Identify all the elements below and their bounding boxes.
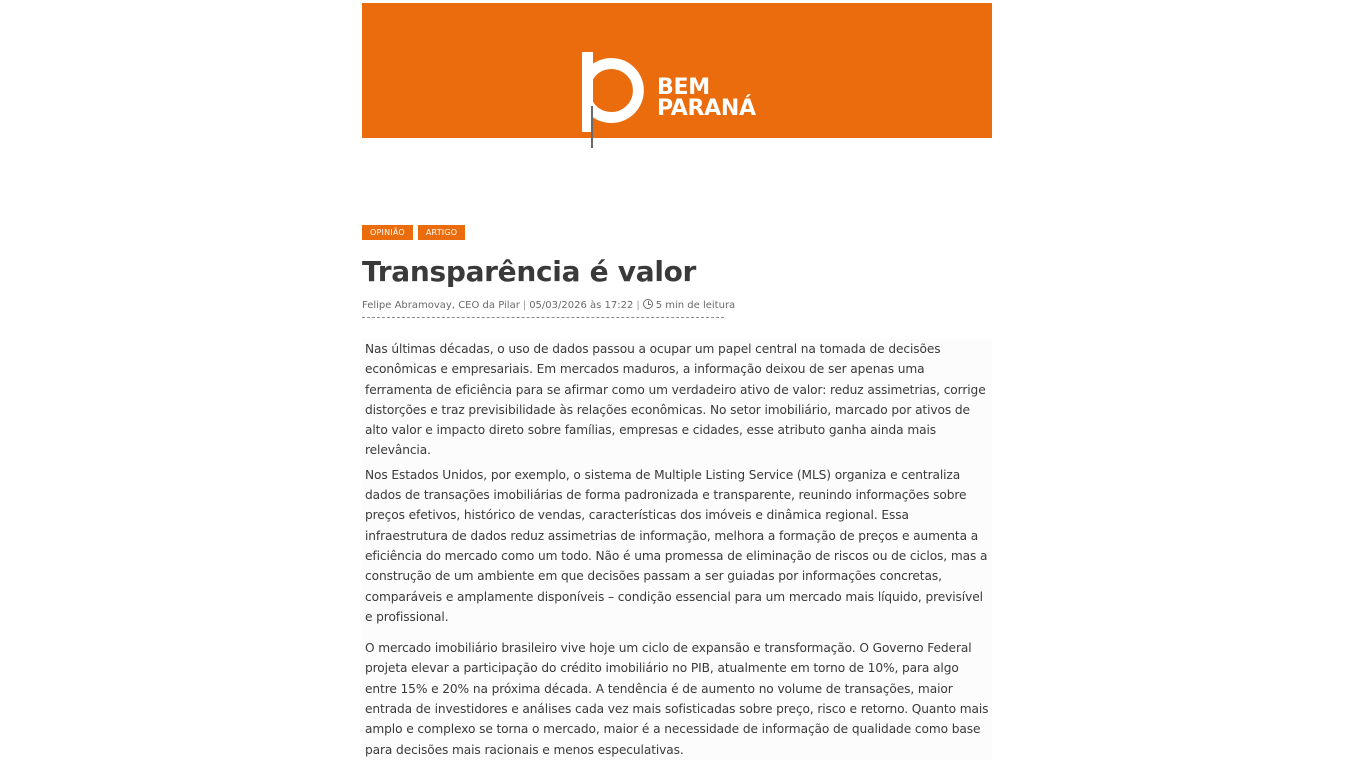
article-paragraph: Nos Estados Unidos, por exemplo, o sistema de Multiple Listing Service (MLS) organiza e centraliza dados de transações imobiliárias de forma padronizada e transparente, reunindo informações sobre preços efetivos, histórico de vendas, características dos imóveis e dinâmica regional. Essa infraestrutura de dados reduz assimetrias de informação, melhora a formação de preços e aumenta a eficiência do mercado como um todo. Não é uma promessa de eliminação de riscos ou de ciclos, mas a construção de um ambiente em que decisões passam a ser guiadas por informações concretas, comparáveis e amplamente disponíveis – condição essencial para um mercado mais líquido, previsível e profissional. <box>365 467 988 624</box>
brand-line-2: PARANÁ <box>657 96 756 121</box>
article-title: Transparência é valor <box>362 255 697 288</box>
article-paragraph: Nas últimas décadas, o uso de dados passou a ocupar um papel central na tomada de decisões econômicas e empresariais. Em mercados maduros, a informação deixou de ser apenas uma ferramenta de eficiência para se afirmar como um verdadeiro ativo de valor: reduz assimetrias, corrige distorções e traz previsibilidade às relações econômicas. No setor imobiliário, marcado por ativos de alto valor e impacto direto sobre famílias, empresas e cidades, esse atributo ganha ainda mais relevância. <box>365 342 986 458</box>
tag-list <box>362 225 470 240</box>
tag-opiniao[interactable]: OPINIÃO <box>362 225 413 240</box>
reading-time: 5 min de leitura <box>655 300 736 311</box>
meta-separator: | <box>636 300 640 311</box>
clock-icon <box>643 299 653 309</box>
publish-date: 05/03/2026 às 17:22 <box>529 300 634 311</box>
article-body <box>362 339 992 760</box>
brand-name <box>657 77 756 119</box>
site-logo[interactable] <box>577 50 777 150</box>
article-paragraph: O mercado imobiliário brasileiro vive hoje um ciclo de expansão e transformação. O Governo Federal projeta elevar a participação do crédito imobiliário no PIB, atualmente em torno de 10%, para algo entre 15% e 20% na próxima década. A tendência é de aumento no volume de transações, maior entrada de investidores e análises cada vez mais sofisticadas sobre preço, risco e retorno. Quanto mais amplo e complexo se torna o mercado, maior é a necessidade de informação de qualidade como base para decisões mais racionais e menos especulativas. <box>365 641 989 757</box>
bem-parana-logo-mark <box>577 50 657 150</box>
tag-artigo[interactable]: ARTIGO <box>418 225 465 240</box>
author-name: Felipe Abramovay, CEO da Pilar <box>362 300 520 311</box>
article-meta <box>362 299 736 318</box>
brand-line-1: BEM <box>657 75 710 100</box>
meta-separator: | <box>522 300 527 311</box>
